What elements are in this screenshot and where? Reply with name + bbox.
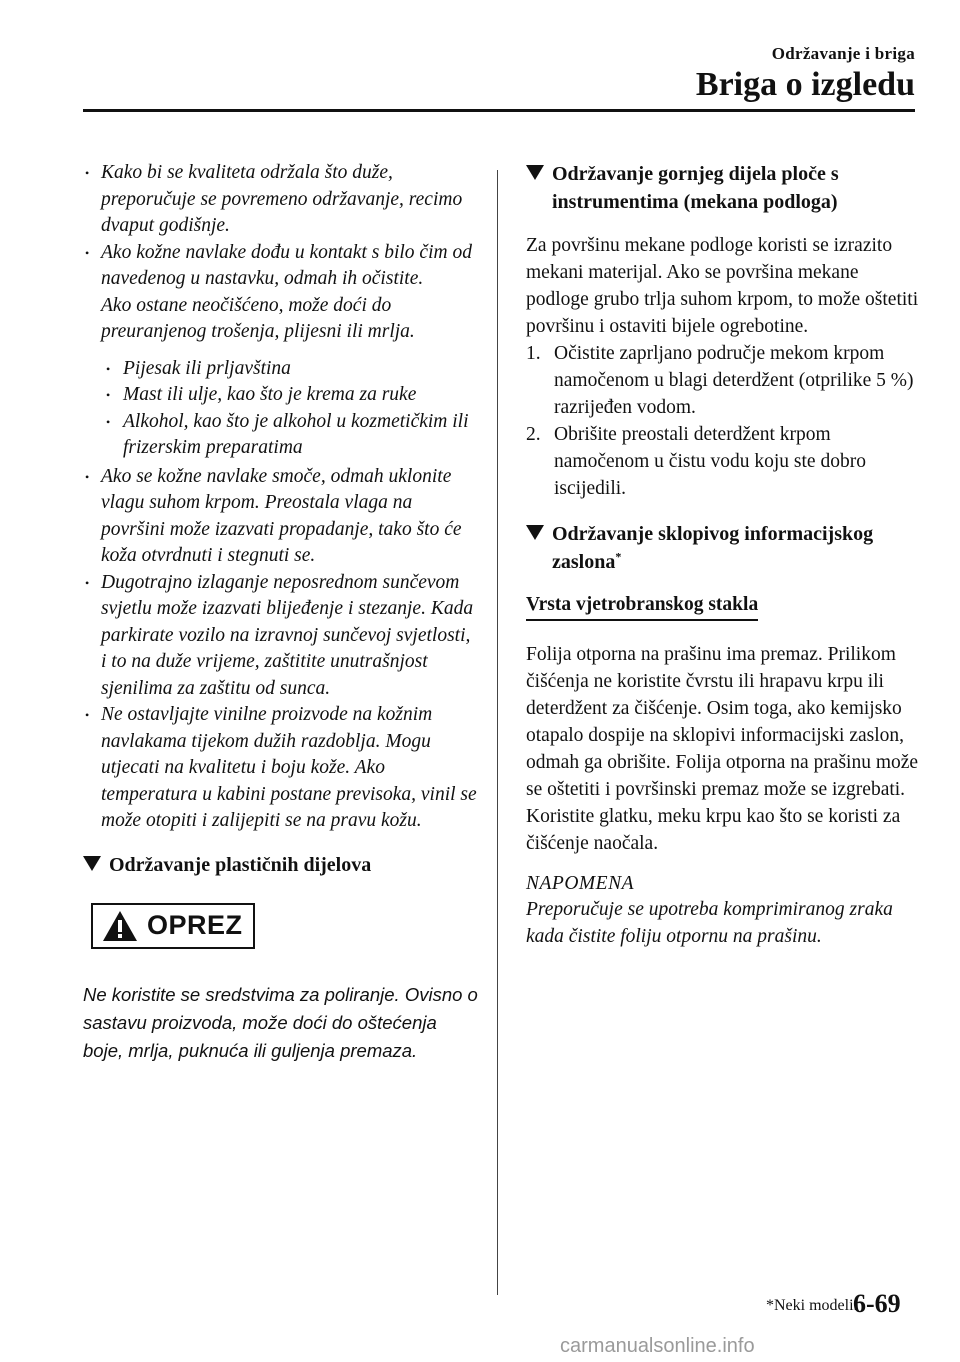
heading-text: Održavanje gornjeg dijela ploče s instrumentima (mekana podloga) (552, 163, 839, 213)
bullet-item (83, 240, 478, 346)
bullet-item: • Dugotrajno izlaganje neposrednom sunčevom svjetlu može izazvati blijeđenje i stezanje. Kada parkirate vozilo na izravnoj sunčevoj svjetlosti, i to na duže vrijeme, zaštitite unutrašnjost sjenilima za zaštitu od sunca. (83, 570, 478, 703)
watermark: carmanualsonline.info (560, 1335, 755, 1357)
heading-text: Održavanje sklopivog informacijskog zaslona (552, 523, 874, 573)
footnote: *Neki modeli. (766, 1297, 858, 1314)
step-number: 2. (526, 424, 541, 445)
bullet-text-extra: Ako ostane neočišćeno, može doći do preuranjenog trošenja, plijesni ili mrlja. (101, 294, 415, 342)
page-title: Briga o izgledu (695, 66, 915, 103)
bullet-item: • Kako bi se kvaliteta održala što duže, preporučuje se povremeno održavanje, recimo dvaput godišnje. (83, 160, 478, 240)
bullet-item: • Ne ostavljajte vinilne proizvode na kožnim navlakama tijekom dužih razdoblja. Mogu utjecati na kvalitetu i boju kože. Ako temperatura u kabini postane previsoka, vinil se može otopiti i zalijepiti se na pravu kožu. (83, 702, 478, 835)
right-column (526, 160, 921, 950)
triangle-marker-icon (83, 856, 101, 872)
sub-bullet-item: • Mast ili ulje, kao što je krema za ruke (83, 382, 478, 409)
heading-text: Održavanje plastičnih dijelova (109, 853, 372, 876)
page-number: 6-69 (853, 1289, 901, 1318)
caution-label: OPREZ (147, 910, 243, 940)
column-divider (497, 170, 498, 1295)
warning-icon (101, 909, 139, 943)
step-number: 1. (526, 343, 541, 364)
note-text: Preporučuje se upotreba komprimiranog zraka kada čistite foliju otpornu na prašinu. (526, 899, 893, 947)
left-column (83, 160, 478, 1065)
header-rule (83, 109, 915, 112)
section-heading (526, 520, 921, 576)
step-text: Očistite zaprljano područje mekom krpom namočenom u blagi deterdžent (otprilike 5 %) razrijeđen vodom. (554, 343, 914, 418)
paragraph: Folija otporna na prašinu ima premaz. Prilikom čišćenja ne koristite čvrstu ili hrapavu krpu ili deterdžent za čišćenje. Osim toga, ako kemijsko otapalo dospije na sklopivi informacijski zaslon, odmah ga obrišite. Folija otporna na prašinu može se oštetiti i površinski premaz može se izgrebati. Koristite glatku, meku krpu kao što se koristi za čišćenje naočala. (526, 644, 919, 854)
numbered-step (526, 421, 921, 502)
triangle-marker-icon (526, 525, 544, 541)
footnote-mark: * (615, 549, 622, 564)
caution-text: Ne koristite se sredstvima za poliranje. Ovisno o sastavu proizvoda, može doći do oštećenja boje, mrlja, puknuća ili guljenja premaza. (83, 983, 478, 1061)
page-header (696, 44, 915, 103)
paragraph: Za površinu mekane podloge koristi se izrazito mekani materijal. Ako se površina mekane podloge grubo trlja suhom krpom, to može oštetiti površinu i ostaviti bijele ogrebotine. (526, 235, 919, 337)
sub-bullet-list (83, 356, 478, 462)
step-text: Obrišite preostali deterdžent krpom namočenom u čistu vodu koju ste dobro iscijedili. (554, 424, 866, 499)
numbered-step (526, 340, 921, 421)
section-heading (83, 851, 478, 879)
sub-bullet-item: • Alkohol, kao što je alkohol u kozmetičkim ili frizerskim preparatima (83, 409, 478, 462)
section-heading (526, 160, 921, 216)
section-name: Održavanje i briga (771, 44, 915, 63)
bullet-item: • Ako se kožne navlake smoče, odmah uklonite vlagu suhom krpom. Preostala vlaga na površini može izazvati propadanje, tako što će koža otvrdnuti i stegnuti se. (83, 464, 478, 570)
subheading-wrap (526, 592, 921, 621)
triangle-marker-icon (526, 165, 544, 181)
subheading: Vrsta vjetrobranskog stakla (526, 592, 758, 621)
caution-box (91, 903, 255, 949)
bullet-text: Ako kožne navlake dođu u kontakt s bilo čim od navedenog u nastavku, odmah ih očistite. (101, 241, 472, 289)
note-title: NAPOMENA (526, 873, 634, 894)
sub-bullet-item: • Pijesak ili prljavština (83, 356, 478, 383)
